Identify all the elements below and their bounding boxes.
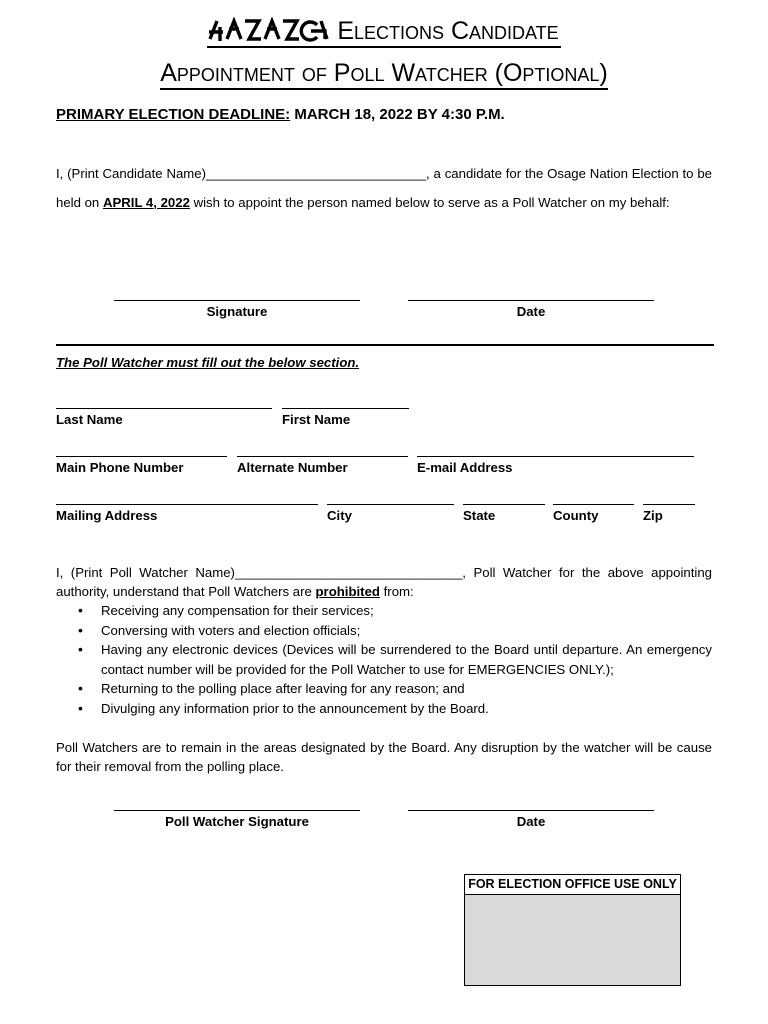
alternate-number-label: Alternate Number	[237, 460, 348, 475]
first-name-label: First Name	[282, 412, 351, 427]
main-phone-field[interactable]	[56, 456, 227, 457]
main-phone-label: Main Phone Number	[56, 460, 184, 475]
zip-label: Zip	[643, 508, 663, 523]
title-line2-part1: Appointment of	[160, 59, 334, 87]
candidate-statement	[56, 160, 712, 217]
watcher-signature-label: Poll Watcher Signature	[165, 814, 309, 829]
election-date: APRIL 4, 2022	[102, 194, 190, 210]
email-field[interactable]	[417, 456, 694, 457]
candidate-statement-part2: wish to appoint the person named below to serve as a Poll Watcher on my behalf:	[189, 194, 670, 210]
watcher-date-label: Date	[516, 814, 546, 829]
watcher-signature-line[interactable]	[114, 810, 360, 811]
county-field[interactable]	[553, 504, 634, 505]
watcher-date-line[interactable]	[408, 810, 654, 811]
county-label: County	[553, 508, 599, 523]
watcher-statement-part2: from:	[379, 584, 414, 599]
candidate-signature-line[interactable]	[114, 300, 360, 301]
poll-watcher-instruction: The Poll Watcher must fill out the below section.	[56, 355, 360, 370]
candidate-signature-label: Signature	[206, 304, 268, 319]
watcher-statement	[56, 563, 712, 601]
list-item: • Divulging any information prior to the announcement by the Board.	[56, 699, 712, 719]
list-item: • Returning to the polling place after leaving for any reason; and	[56, 679, 712, 699]
alternate-number-field[interactable]	[237, 456, 408, 457]
candidate-date-label: Date	[516, 304, 546, 319]
office-use-box	[464, 874, 681, 986]
candidate-statement-part1: I, (Print Candidate Name)______________________________, a candidate for the Osage Nation Election to be held on	[56, 166, 712, 210]
title-line1-text: Elections Candidate	[337, 17, 559, 45]
state-field[interactable]	[463, 504, 545, 505]
last-name-field[interactable]	[56, 408, 272, 409]
candidate-date-line[interactable]	[408, 300, 654, 301]
title-line2-part2: Poll	[333, 59, 392, 87]
primary-deadline	[56, 106, 505, 123]
mailing-address-label: Mailing Address	[56, 508, 158, 523]
title-line2-part4: (Optional)	[494, 59, 608, 87]
email-label: E-mail Address	[417, 460, 513, 475]
osage-wordmark-logo	[207, 17, 331, 43]
form-title-line1	[0, 14, 768, 48]
list-item: • Having any electronic devices (Devices will be surrendered to the Board until departure. An emergency contact number will be provided for the Poll Watcher to use for EMERGENCIES ONLY.);	[56, 640, 712, 679]
list-item: • Conversing with voters and election officials;	[56, 621, 712, 641]
city-field[interactable]	[327, 504, 454, 505]
city-label: City	[327, 508, 352, 523]
office-use-header: FOR ELECTION OFFICE USE ONLY	[465, 875, 680, 895]
closing-paragraph: Poll Watchers are to remain in the areas designated by the Board. Any disruption by the watcher will be cause for their removal from the polling place.	[56, 740, 712, 774]
form-title-line2	[0, 56, 768, 90]
title-line2-part3: Watcher	[391, 59, 495, 87]
deadline-value: MARCH 18, 2022 BY 4:30 P.M.	[290, 106, 505, 123]
section-divider	[56, 344, 714, 346]
prohibitions-list	[56, 601, 712, 718]
list-item: • Receiving any compensation for their services;	[56, 601, 712, 621]
deadline-label: PRIMARY ELECTION DEADLINE:	[56, 106, 291, 123]
mailing-address-field[interactable]	[56, 504, 318, 505]
first-name-field[interactable]	[282, 408, 409, 409]
watcher-statement-part1: I, (Print Poll Watcher Name)_______________________________, Poll Watcher for the above appointing authority, understand that Poll Watchers are	[56, 565, 712, 599]
prohibited-word: prohibited	[315, 584, 380, 599]
zip-field[interactable]	[643, 504, 695, 505]
last-name-label: Last Name	[56, 412, 123, 427]
state-label: State	[463, 508, 496, 523]
